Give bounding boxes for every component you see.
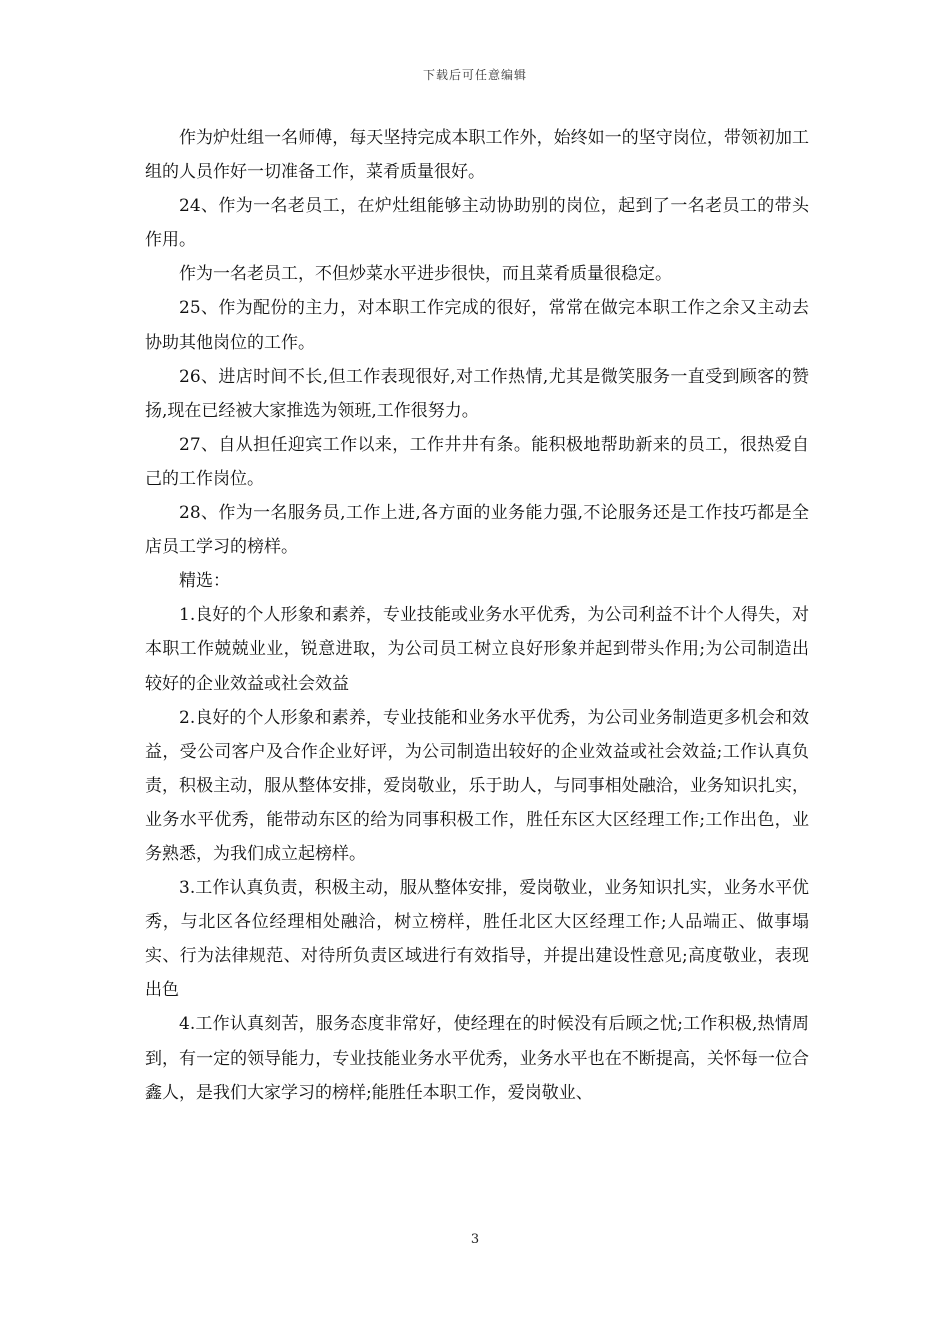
paragraph: 28、作为一名服务员,工作上进,各方面的业务能力强,不论服务还是工作技巧都是全店员工学习的榜样。 [145,503,809,558]
paragraph: 4.工作认真刻苦，服务态度非常好，使经理在的时候没有后顾之忧;工作积极,热情周到，有一定的领导能力，专业技能业务水平优秀，业务水平也在不断提高，关怀每一位合鑫人，是我们大家学习的榜样;能胜任本职工作，爱岗敬业、 [145,1014,809,1103]
paragraph: 2.良好的个人形象和素养，专业技能和业务水平优秀，为公司业务制造更多机会和效益，受公司客户及合作企业好评，为公司制造出较好的企业效益或社会效益;工作认真负责，积极主动，服从整体安排，爱岗敬业，乐于助人，与同事相处融洽，业务知识扎实，业务水平优秀，能带动东区的给为同事积极工作，胜任东区大区经理工作;工作出色，业务熟悉，为我们成立起榜样。 [145,707,809,864]
paragraph: 3.工作认真负责，积极主动，服从整体安排，爱岗敬业，业务知识扎实，业务水平优秀，与北区各位经理相处融洽，树立榜样，胜任北区大区经理工作;人品端正、做事塌实、行为法律规范、对待所负责区域进行有效指导，并提出建设性意见;高度敬业，表现出色 [145,878,809,1001]
paragraph: 作为一名老员工，不但炒菜水平进步很快，而且菜肴质量很稳定。 [179,264,672,285]
paragraph: 27、自从担任迎宾工作以来，工作井井有条。能积极地帮助新来的员工，很热爱自己的工作岗位。 [145,434,809,489]
paragraph: 1.良好的个人形象和素养，专业技能或业务水平优秀，为公司利益不计个人得失，对本职工作兢兢业业，锐意进取，为公司员工树立良好形象并起到带头作用;为公司制造出较好的企业效益或社会效益 [145,605,809,694]
paragraph: 作为炉灶组一名师傅，每天坚持完成本职工作外，始终如一的坚守岗位，带领初加工组的人员作好一切准备工作，菜肴质量很好。 [145,128,809,183]
paragraph: 25、作为配份的主力，对本职工作完成的很好，常常在做完本职工作之余又主动去协助其他岗位的工作。 [145,298,809,353]
page-header: 下载后可任意编辑 [422,68,527,82]
page-number: 3 [470,1232,480,1247]
section-label: 精选： [179,571,230,592]
paragraph: 24、作为一名老员工，在炉灶组能够主动协助别的岗位，起到了一名老员工的带头作用。 [145,196,809,251]
document-body [145,121,809,1110]
paragraph: 26、进店时间不长,但工作表现很好,对工作热情,尤其是微笑服务一直受到顾客的赞扬,现在已经被大家推选为领班,工作很努力。 [145,366,809,421]
